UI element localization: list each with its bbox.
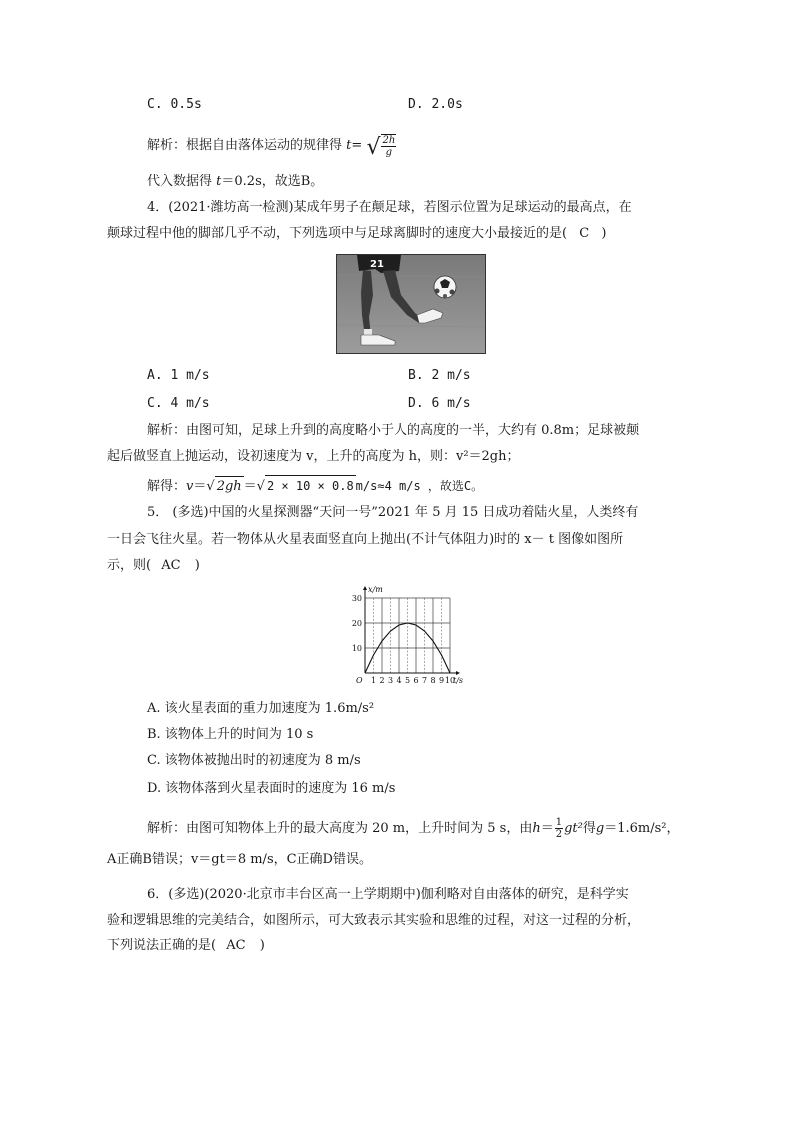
x-tick-label: 10 — [444, 676, 456, 685]
q4-solution: 解得：v＝√ 2gh ＝√ 2 × 10 × 0.8 m/s≈4 m/s ，故选C。 — [147, 475, 483, 497]
q3-option-c: C. 0.5s — [147, 97, 202, 112]
q5-option-b: B. 该物体上升的时间为 10 s — [147, 727, 314, 742]
q3-substitute: 代入数据得 t＝0.2s，故选B。 — [147, 174, 324, 189]
q4-analysis-line-1: 解析：由图可知，足球上升到的高度略小于人的高度的一半，大约有 0.8m；足球被颠 — [147, 423, 640, 438]
football-photo — [336, 254, 486, 354]
x-tick-label: 7 — [421, 676, 428, 685]
y-axis-label: x/m — [368, 585, 383, 594]
q5-option-d: D. 该物体落到火星表面时的速度为 16 m/s — [147, 781, 396, 796]
q4-option-b: B. 2 m/s — [408, 368, 471, 383]
x-tick-label: 5 — [404, 676, 411, 685]
q6-stem-line-2: 验和逻辑思维的完美结合，如图所示，可大致表示其实验和思维的过程，对这一过程的分析， — [107, 913, 641, 928]
jersey-number: 21 — [370, 259, 384, 270]
q4-option-d: D. 6 m/s — [408, 396, 471, 411]
q6-answer: AC — [226, 938, 246, 953]
y-axis-arrow — [363, 586, 367, 590]
q5-analysis-line-2: A正确B错误；v＝gt＝8 m/s，C正确D错误。 — [107, 852, 372, 867]
x-tick-label: 8 — [430, 676, 436, 685]
q4-stem-line-2: 颠球过程中他的脚部几乎不动，下列选项中与足球离脚时的速度大小最接近的是( C ) — [107, 226, 607, 241]
q5-answer: AC — [161, 558, 181, 573]
q5-analysis-line-1: 解析：由图可知物体上升的最大高度为 20 m，上升时间为 5 s，由h＝ $\frac{1}{2}$ gt²得g＝1.6m/s²， — [147, 817, 680, 840]
q5-stem-line-2: 一日会飞往火星。若一物体从火星表面竖直向上抛出(不计气体阻力)时的 x－ t 图像如图所 — [107, 532, 624, 547]
q3-option-d: D. 2.0s — [408, 97, 463, 112]
y-tick-label: 20 — [351, 619, 362, 628]
x-tick-label: 1 — [370, 676, 377, 685]
q5-stem-line-3: 示，则( AC ) — [107, 558, 200, 573]
formula-variable: t — [346, 138, 352, 153]
q4-option-a: A. 1 m/s — [147, 368, 210, 383]
q5-stem-line-1: 5． (多选)中国的火星探测器“天问一号”2021 年 5 月 15 日成功着陆火星，人类终有 — [147, 505, 639, 520]
q4-answer: C — [579, 226, 590, 241]
y-tick-label: 30 — [351, 594, 362, 603]
q5-option-c: C. 该物体被抛出时的初速度为 8 m/s — [147, 753, 361, 768]
sqrt-formula: √ $\frac{2h}{g}$ — [366, 134, 396, 160]
x-tick-label: 6 — [413, 676, 419, 685]
q4-analysis-line-2: 起后做竖直上抛运动，设初速度为 v，上升的高度为 h，则：v²＝2gh； — [107, 449, 520, 464]
q6-stem-line-3: 下列说法正确的是( AC ) — [107, 938, 265, 953]
q4-stem-line-1: 4．(2021·潍坊高一检测)某成年男子在颠足球，若图示位置为足球运动的最高点，在 — [147, 200, 632, 215]
q3-analysis: 解析：根据自由落体运动的规律得 t= √ $\frac{2h}{g}$ — [147, 134, 396, 160]
x-tick-label: 3 — [387, 676, 394, 685]
x-tick-label: 4 — [396, 676, 402, 685]
x-axis-arrow — [456, 671, 460, 675]
x-tick-label: 9 — [438, 676, 445, 685]
origin-label: O — [356, 676, 363, 685]
q4-option-c: C. 4 m/s — [147, 396, 210, 411]
q6-stem-line-1: 6．(多选)(2020·北京市丰台区高一上学期期中)伽利略对自由落体的研究，是科学实 — [147, 887, 629, 902]
x-t-chart — [340, 585, 480, 691]
q5-option-a: A. 该火星表面的重力加速度为 1.6m/s² — [147, 701, 375, 716]
x-axis-label: t/s — [453, 676, 464, 685]
y-tick-label: 10 — [351, 644, 362, 653]
x-tick-label: 2 — [379, 676, 385, 685]
